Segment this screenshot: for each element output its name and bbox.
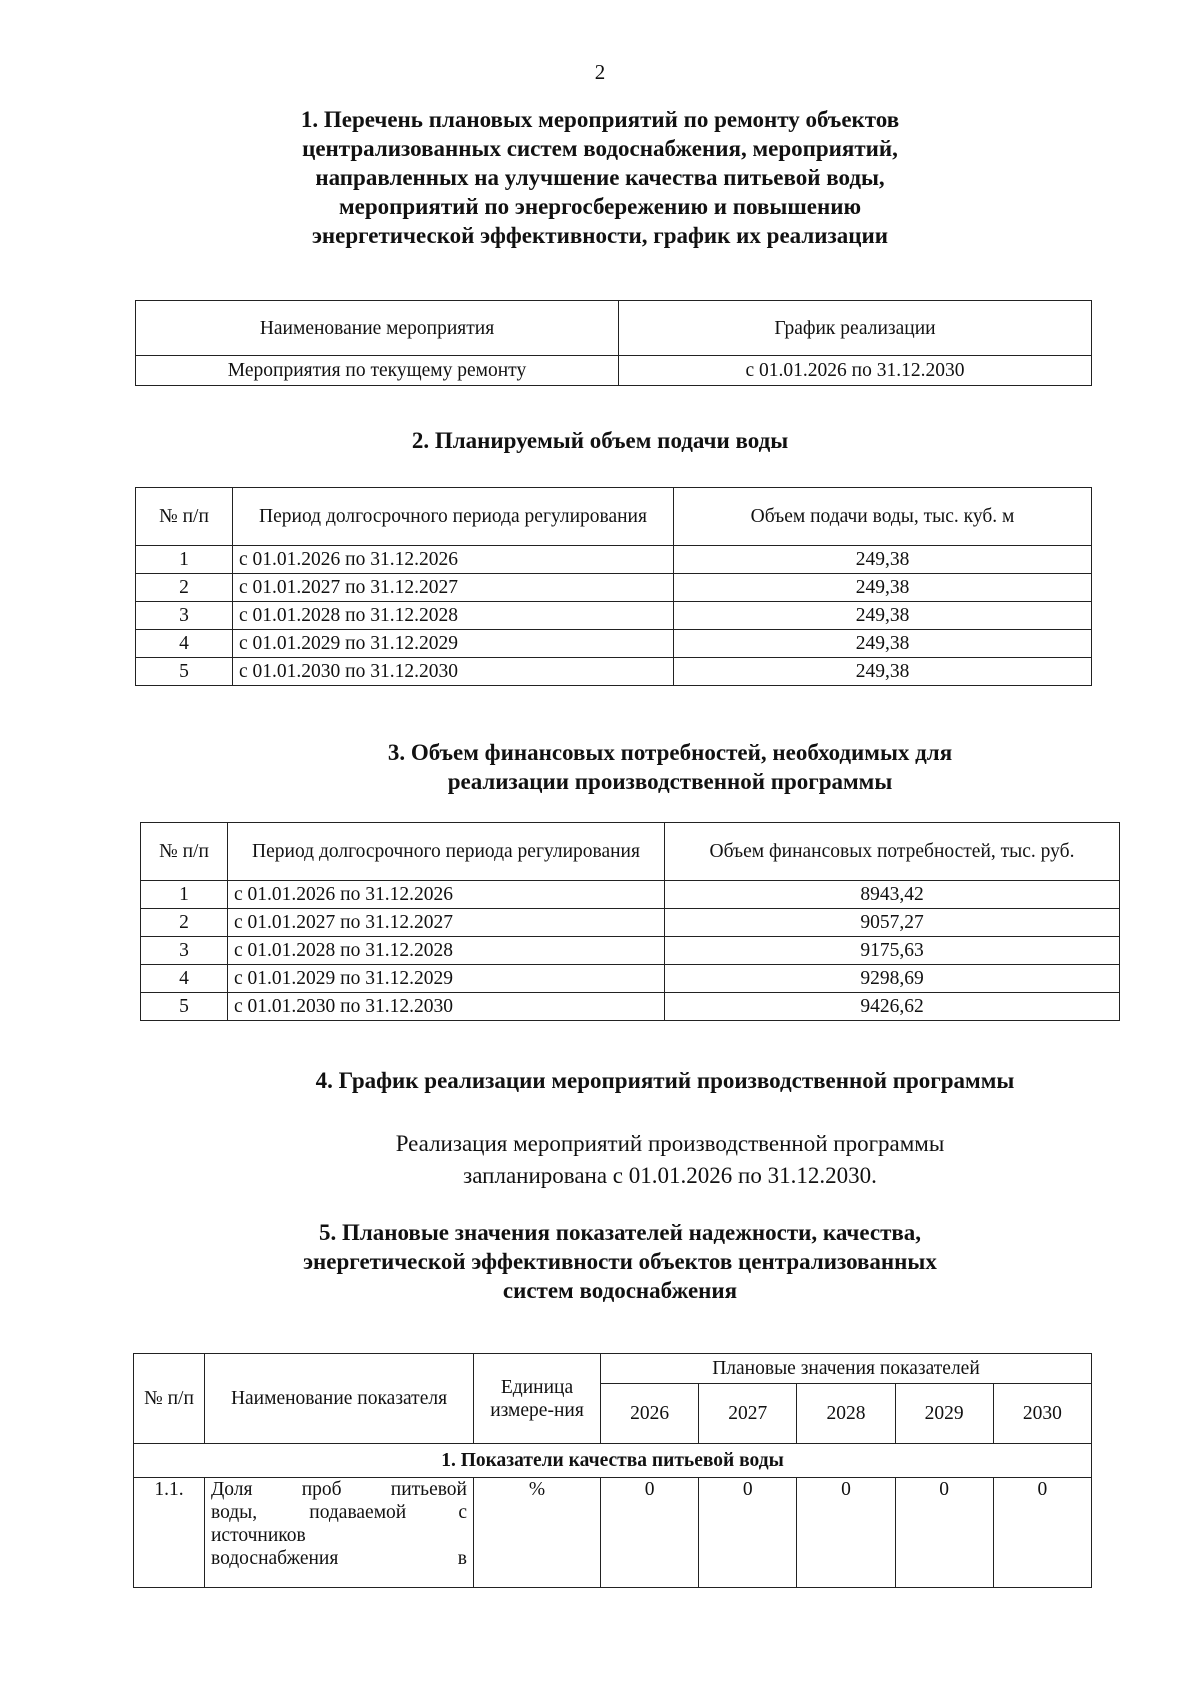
table-row xyxy=(136,602,1092,630)
header-cell: Объем подачи воды, тыс. куб. м xyxy=(674,488,1092,546)
text-line: источников xyxy=(211,1525,306,1546)
year-header: 2029 xyxy=(895,1384,993,1444)
title-line: направленных на улучшение качества питьевой воды, xyxy=(315,165,885,190)
header-cell: Период долгосрочного периода регулирования xyxy=(233,488,674,546)
table-cell: с 01.01.2029 по 31.12.2029 xyxy=(233,630,674,658)
table-row xyxy=(136,630,1092,658)
table-cell: с 01.01.2030 по 31.12.2030 xyxy=(233,658,674,686)
table-row xyxy=(141,937,1120,965)
table-cell: 4 xyxy=(141,965,228,993)
table-cell: 0 xyxy=(895,1478,993,1588)
table-header-row xyxy=(136,488,1092,546)
header-cell: Объем финансовых потребностей, тыс. руб. xyxy=(665,823,1120,881)
repair-activities-table xyxy=(135,300,1092,386)
header-cell: Наименование показателя xyxy=(205,1354,474,1444)
text-line: водоснабжения в xyxy=(211,1548,467,1569)
text-line: воды, подаваемой с xyxy=(211,1502,467,1523)
table-row xyxy=(141,909,1120,937)
table-cell: 9298,69 xyxy=(665,965,1120,993)
financial-needs-table xyxy=(140,822,1120,1021)
table-cell: с 01.01.2029 по 31.12.2029 xyxy=(228,965,665,993)
table-cell: с 01.01.2027 по 31.12.2027 xyxy=(233,574,674,602)
table-cell: 9175,63 xyxy=(665,937,1120,965)
header-cell: Единица измере-ния xyxy=(474,1354,601,1444)
title-line: энергетической эффективности объектов централизованных xyxy=(303,1249,937,1274)
title-line: реализации производственной программы xyxy=(447,769,893,794)
table-cell: 4 xyxy=(136,630,233,658)
table-header-row xyxy=(141,823,1120,881)
header-cell: № п/п xyxy=(136,488,233,546)
table-cell: с 01.01.2026 по 31.12.2026 xyxy=(228,881,665,909)
year-header: 2028 xyxy=(797,1384,895,1444)
table-cell: 249,38 xyxy=(674,630,1092,658)
table-header-row xyxy=(136,301,1092,356)
table-row xyxy=(141,965,1120,993)
text-line: Доля проб питьевой xyxy=(211,1479,467,1500)
section3-title xyxy=(220,738,1120,796)
page-number: 2 xyxy=(594,60,606,84)
table-cell: с 01.01.2028 по 31.12.2028 xyxy=(228,937,665,965)
table-cell: 0 xyxy=(601,1478,699,1588)
table-cell: с 01.01.2028 по 31.12.2028 xyxy=(233,602,674,630)
section2-title: 2. Планируемый объем подачи воды xyxy=(411,428,789,453)
table-cell: 9426,62 xyxy=(665,993,1120,1021)
table-cell: 9057,27 xyxy=(665,909,1120,937)
group-title: 1. Показатели качества питьевой воды xyxy=(134,1444,1092,1478)
water-supply-volume-table xyxy=(135,487,1092,686)
table-cell: 0 xyxy=(797,1478,895,1588)
table-cell: 0 xyxy=(699,1478,797,1588)
table-row xyxy=(136,574,1092,602)
table-cell: 5 xyxy=(136,658,233,686)
year-header: 2030 xyxy=(993,1384,1091,1444)
header-cell: Наименование мероприятия xyxy=(136,301,619,356)
table-cell: % xyxy=(474,1478,601,1588)
table-row xyxy=(136,658,1092,686)
table-cell: 249,38 xyxy=(674,546,1092,574)
title-line: 3. Объем финансовых потребностей, необходимых для xyxy=(387,740,953,765)
table-cell: с 01.01.2030 по 31.12.2030 xyxy=(228,993,665,1021)
text-line: Реализация мероприятий производственной программы xyxy=(395,1131,945,1156)
table-cell: 3 xyxy=(136,602,233,630)
table-cell: 1 xyxy=(136,546,233,574)
table-row xyxy=(141,881,1120,909)
table-cell: 249,38 xyxy=(674,658,1092,686)
table-cell: 2 xyxy=(141,909,228,937)
table-cell: 0 xyxy=(993,1478,1091,1588)
text-line: запланирована с 01.01.2026 по 31.12.2030. xyxy=(463,1163,877,1188)
header-cell: Плановые значения показателей xyxy=(601,1354,1092,1384)
table-cell: с 01.01.2026 по 31.12.2030 xyxy=(619,356,1092,386)
group-row xyxy=(134,1444,1092,1478)
table-cell: с 01.01.2026 по 31.12.2026 xyxy=(233,546,674,574)
header-cell: № п/п xyxy=(141,823,228,881)
year-header: 2026 xyxy=(601,1384,699,1444)
table-cell: 1.1. xyxy=(134,1478,205,1588)
table-cell: 5 xyxy=(141,993,228,1021)
table-cell: 2 xyxy=(136,574,233,602)
table-cell: 249,38 xyxy=(674,602,1092,630)
table-header-row xyxy=(134,1354,1092,1384)
table-cell: 249,38 xyxy=(674,574,1092,602)
table-cell: 1 xyxy=(141,881,228,909)
table-row xyxy=(136,546,1092,574)
title-line: мероприятий по энергосбережению и повышению xyxy=(338,194,862,219)
title-line: 5. Плановые значения показателей надежности, качества, xyxy=(318,1220,922,1245)
header-cell: Период долгосрочного периода регулирования xyxy=(228,823,665,881)
header-cell: № п/п xyxy=(134,1354,205,1444)
title-line: энергетической эффективности, график их реализации xyxy=(311,223,889,248)
table-cell: с 01.01.2027 по 31.12.2027 xyxy=(228,909,665,937)
section5-title xyxy=(170,1218,1070,1305)
header-cell: График реализации xyxy=(619,301,1092,356)
table-cell: 8943,42 xyxy=(665,881,1120,909)
table-row xyxy=(141,993,1120,1021)
indicators-table xyxy=(133,1353,1092,1588)
table-cell: Мероприятия по текущему ремонту xyxy=(136,356,619,386)
section4-title: 4. График реализации мероприятий производственной программы xyxy=(315,1068,1015,1093)
title-line: 1. Перечень плановых мероприятий по ремонту объектов xyxy=(300,107,900,132)
indicator-name xyxy=(205,1478,474,1588)
table-row xyxy=(136,356,1092,386)
title-line: централизованных систем водоснабжения, мероприятий, xyxy=(302,136,898,161)
table-cell: 3 xyxy=(141,937,228,965)
section4-text xyxy=(220,1128,1120,1192)
year-header: 2027 xyxy=(699,1384,797,1444)
title-line: систем водоснабжения xyxy=(502,1278,738,1303)
section1-title xyxy=(150,105,1050,250)
table-row xyxy=(134,1478,1092,1588)
